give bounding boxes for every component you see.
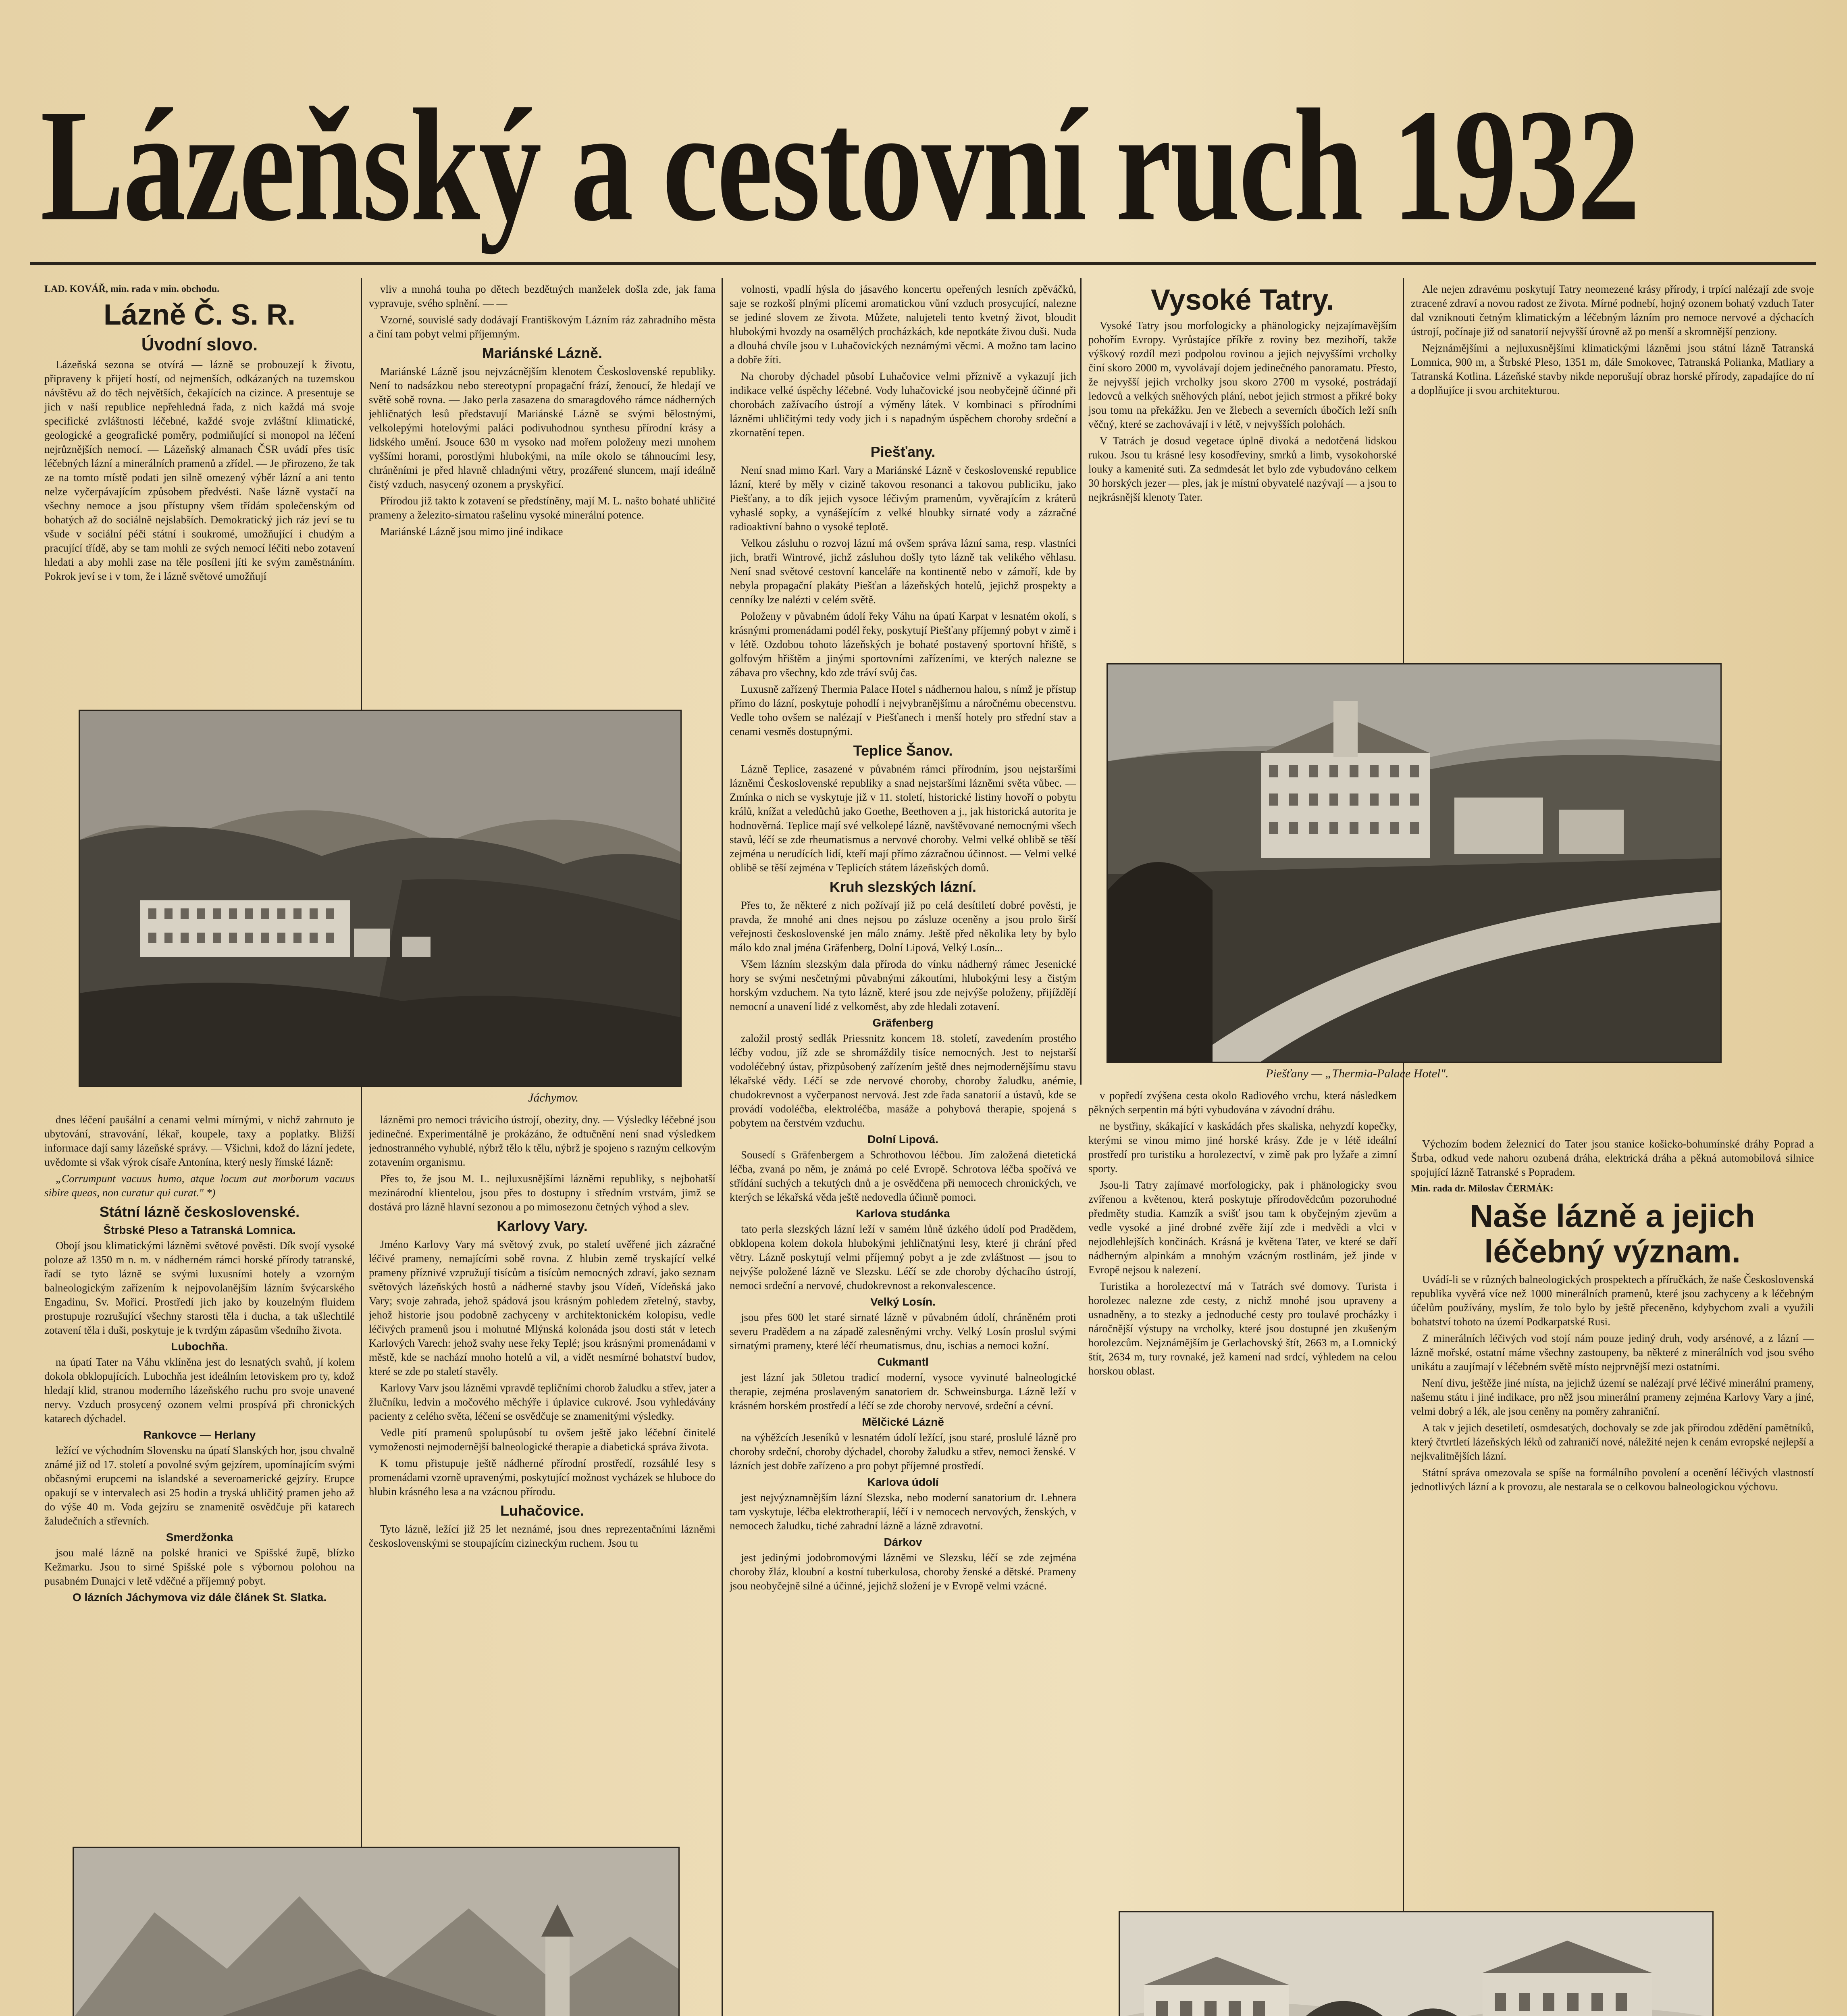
spa-town-photo bbox=[79, 710, 682, 1087]
paragraph: ležící ve východním Slovensku na úpatí Slanských hor, jsou chvalně známé již od 17. století a povolné svým gejzírem, upomínajícím svými občasnými erupcemi na islandské a severoamerické gejzíry. Erupce opakují se v intervalech asi 25 hodin a tryská uhličitý pramen jeho až do výše 40 m. Voda gejzíru se znamenitě osvědčuje při katarech žaludečních a střevních. bbox=[44, 1444, 355, 1527]
paragraph: Luxusně zařízený Thermia Palace Hotel s nádhernou halou, s nímž je přístup přímo do lázní, poskytuje pohodlí i nejvybranějšímu a náročnému obecenstvu. Vedle toho ovšem se nalézají v Piešťanech i menší hotely pro střední stav a cenami vesměs dostupnými. bbox=[730, 683, 1076, 737]
paragraph: Lázně Teplice, zasazené v půvabném rámci přírodním, jsou nejstaršími lázněmi Československé republiky a snad nejstaršími lázněmi světa vůbec. — Zmínka o nich se vyskytuje již v 11. století, historické listiny hovoří o pobytu králů, knížat a veledůchů jako Goethe, Beethoven a j., jak historická autorita je hodnověrná. Teplice mají své velkolepé lázně, navštěvované nemocnými všech stavů, léčí se zde rheumatismus a nervové choroby. Velmi velké oblibě se těší zejména u nerudících lidí, kteří mají přímo zázračnou účinnost. — Velmi velké oblibě se těší zejména v Teplicích státem lázeňských domů. bbox=[730, 763, 1076, 874]
section-heading: Rankovce — Herlany bbox=[143, 1429, 256, 1441]
article-byline: Min. rada dr. Miloslav ČERMÁK: bbox=[1411, 1183, 1554, 1194]
paragraph: tato perla slezských lázní leží v samém lůně úzkého údolí pod Pradědem, obklopena kolem dokola hlubokými jehličnatými lesy, které ji chrání před větry. Lázně poskytují velmi příjemný pobyt a je zde zvláštnost — jsou to nejvýše položené lázně ve Slezsku. Léčí se zde choroby dýchacího ústrojí, nemoci srdeční a nervové, chudokrevnost a rekonvalescence. bbox=[730, 1223, 1076, 1291]
column-5-top bbox=[1411, 282, 1814, 669]
paragraph: Přírodou již takto k zotavení se předstíněny, mají M. L. našto bohaté uhličité prameny a železito-sirnatou rašelinu vysoké minerální potence. bbox=[369, 495, 716, 521]
paragraph: Není divu, ještěže jiné místa, na jejichž území se nalézají prvé léčivé minerální prameny, našemu státu i jiné indikace, pro něž jsou minerální prameny zejména Karlovy Vary a jiné, velmi dobrý a lék, ale jsou ceněny na poměry zahraniční. bbox=[1411, 1377, 1814, 1417]
paragraph: Přes to, že jsou M. L. nejluxusnějšími lázněmi republiky, s nejbohatší mezinárodní klientelou, jsou přes to dostupny i středním vrstvám, jimž se dostává pro lázně hlavní sezonou a po mimosezonu četných výhod a slev. bbox=[369, 1173, 716, 1213]
paragraph: Ale nejen zdravému poskytují Tatry neomezené krásy přírody, i trpící nalézají zde svoje ztracené zdraví a novou radost ze života. Mírné podnebí, hojný ozonem bohatý vzduch Tater dal vzniknouti četným klimatickým a léčebným lázním pro nemoce nervové a dýchacích ústrojí, počínaje již od sanatorií nejvyšší úrovně až po menší a skromnější penziony. bbox=[1411, 283, 1814, 337]
column-divider bbox=[1403, 278, 1404, 2016]
section-heading: Lubochňa. bbox=[171, 1340, 228, 1353]
article-byline: LAD. KOVÁŘ, min. rada v min. obchodu. bbox=[44, 284, 220, 294]
column-4-top bbox=[1088, 282, 1397, 653]
column-divider bbox=[722, 278, 723, 2016]
column-4-middle bbox=[1088, 1089, 1397, 2016]
photo-caption: Jáchymov. bbox=[528, 1091, 579, 1104]
paragraph: Jméno Karlovy Vary má světový zvuk, po staletí uvěřené jich zázračné léčivé prameny, nemajícími sobě rovna. Z hlubin země tryskající velké prameny příznivé vzpružují tisícům a tisícům nemocných zdraví, jako seznam světových lázeňských hostů a nádherné stavby jsou Vídeň, Vídeňská jako Vary; svoje zahrada, jehož spádová jsou krásným pohledem zřetelný, stavby, jehož historie jsou podobně zachyceny v architektonickém kolopisu, vedle léčivých pramenů jsou i mohutné Mlýnská kolonáda jsou dosti stát v letech Karlových Varech: jehož svahy nese řeky Teplé; jsou krásnými promenádami v městě, kde se nachází mnoho hotelů a vil, a vidět nesmírné bohatství budov, které se zde po staletí stavěly. bbox=[369, 1238, 716, 1377]
section-heading: Luhačovice. bbox=[500, 1502, 584, 1519]
paragraph: ne bystřiny, skákající v kaskádách přes skaliska, nehyzdí kopečky, kterými se vinou mimo jiné horské krásy. Zde je v létě ideální prostředí pro turistiku a horolezectví, v zimě pak pro lyžaře a zimní sporty. bbox=[1088, 1120, 1397, 1175]
article-title: Vysoké Tatry. bbox=[1151, 284, 1334, 316]
masthead-title: Lázeňský a cestovní ruch 1932 bbox=[40, 76, 1639, 254]
section-heading: Státní lázně československé. bbox=[99, 1204, 300, 1220]
paragraph: Turistika a horolezectví má v Tatrách své domovy. Turista i horolezec nalezne zde cesty, z nichž mnohé jsou upraveny a usnadněny, a to stezky a jednoduché cesty pro toulavé procházky i náročnější výstupy na vrcholky, které jsou dostupné jen zkušeným horolezcům. Nejznámějším je Gerlachovský štít, 2663 m, a Lomnický štít, 2634 m, tury rovnaké, jež kamení nad srdcí, výhledem na celou horskou oblast. bbox=[1088, 1280, 1397, 1377]
article-title: Lázně Č. S. R. bbox=[103, 299, 296, 331]
paragraph: Na choroby dýchadel působí Luhačovice velmi příznivě a vykazují jich indikace velké úspěchy léčebné. Vody luhačovické jsou neobyčejně účinné při chorobách zažívacího ústrojí a výměny látek. V kombinaci s přírodními lázněmi uhličitými tedy vody jich i s napadným úspěchem choroby srdeční a zkornatění tepen. bbox=[730, 370, 1076, 439]
paragraph: A tak v jejich desetiletí, osmdesatých, dochovaly se zde jak přírodou zdědění pamětníků, který čtvrtletí lázeňských léků od zahraničí nové, náležité nejen k cenám evropské nejlepší a nejkvalitnějších lázní. bbox=[1411, 1422, 1814, 1462]
column-5-middle bbox=[1411, 1137, 1814, 2016]
paragraph: Uvádí-li se v různých balneologických prospektech a příručkách, že naše Československá republika vyvěrá více než 1000 minerálních pramenů, které jsou zachyceny a k léčebným účelům používány, myslím, že tolo bylo by ještě přeceněno, kdybychom zvali a využili bohatství tohoto na území Podkarpatské Rusi. bbox=[1411, 1273, 1814, 1328]
spa-building-photo bbox=[1119, 1911, 1714, 2016]
paragraph: Velkou zásluhu o rozvoj lázní má ovšem správa lázní sama, resp. vlastníci jich, bratři Wintrové, jichž zásluhou došly tyto lázně tak velikého věhlasu. Není snad světové cestovní kanceláře na kontinentě nebo v zámoří, kde by nebyla propagační plakáty Piešťan a lázeňských hotelů, jejichž prospekty a cenníky lze nalézti v celém světě. bbox=[730, 537, 1076, 606]
paragraph: Karlovy Varv jsou lázněmi vpravdě tepličními chorob žaludku a střev, jater a žlučníku, ledvin a močového měchýře i úplavice cukrové. Jsou vyhledávány pacienty z celého světa, léčení se osvědčuje se znamenitými výsledky. bbox=[369, 1382, 716, 1422]
column-divider bbox=[361, 278, 362, 2016]
column-divider bbox=[1080, 278, 1082, 1085]
column-3 bbox=[730, 282, 1076, 2016]
paragraph: lázněmi pro nemoci trávicího ústrojí, obezity, dny. — Výsledky léčebné jsou jedinečné. Experimentálně je prokázáno, že odtučnění není snad výsledkem jednostranného vyhublé, nýbrž tělo k tělu, nýbrž je spojeno s razným celkovým zotavením organismu. bbox=[369, 1114, 716, 1168]
column-1-top bbox=[44, 282, 355, 702]
palace-hotel-photo bbox=[1107, 663, 1722, 1063]
paragraph: Přes to, že některé z nich požívají již po celá desítiletí dobré pověsti, je pravda, že mnohé ani dnes nejsou po zásluze oceněny a jsou prolo širší veřejnosti československé jen málo známy. Ještě před několika lety by bylo málo kdo znal jména Gräfenberg, Dolní Lipová, Velký Losín... bbox=[730, 899, 1076, 954]
paragraph: Vedle pití pramenů spolupůsobí tu ovšem ještě jako léčební činitelé vymoženosti nejmodernější balneologické therapie a diabetická správa života. bbox=[369, 1427, 716, 1453]
paragraph: Není snad mimo Karl. Vary a Mariánské Lázně v československé republice lázní, které by měly v cizině takovou resonanci a takovou publiciku, jako Piešťany, a to dík jejich vysoce léčivým pramenům, vyvěrajícím z kráterů vyhaslé sopky, a vynášejícím z velké hloubky sirnaté vody a zázračné radioaktivní bahno o vysoké teplotě. bbox=[730, 464, 1076, 533]
paragraph: Jsou-li Tatry zajímavé morfologicky, pak i phänologicky svou zvířenou a květenou, která poskytuje přírodovědcům pozoruhodné předměty studia. Kamzík a svišť jsou tam k obyčejným zjevům a vedle vysoké a jiné drobné zvěře žijí zde i medvědi a vlci v nejodlehlejších končinách. Krásná je květena Tater, ve které se daří nádherným alpinkám a mnohým vzácným rostlinám, jež jinde v Evropě nejsou k nalezení. bbox=[1088, 1179, 1397, 1276]
section-subheading: Štrbské Pleso a Tatranská Lomnica. bbox=[103, 1224, 296, 1236]
paragraph: Mariánské Lázně jsou nejvzácnějším klenotem Československé republiky. Není to nadsázkou nebo stereotypní propagační frází, ženoucí, že hledají ve světě sobě rovna. — Jako perla zasazena do smaragdového rámce nádherných jehličnatých lesů představují Mariánské Lázně se svými bělostnými, velkolepými hotelovými paláci podivuhodnou synthesu přírodní krásy a lidského umění. Jsouce 630 m vysoko nad mořem položeny mezi mnohem vyššími horami, porostlými hlubokými, na míle okolo se táhnoucími lesy, chráněními je před hlavně chladnými větry, prozářené sluncem, mají ideálně čistý vzduch, nasycený ozonem a pryskyřicí. bbox=[369, 365, 716, 490]
column-2-top bbox=[369, 282, 716, 702]
paragraph: jest nejvýznamnějším lázní Slezska, nebo moderní sanatorium dr. Lehnera tam vyskytuje, léčba elektrotherapií, léčí i v nemocech nervových, ženských, v nemocech žaludku, tiché zahradní lázně a lázně zdravotní. bbox=[730, 1491, 1076, 1532]
paragraph: K tomu přistupuje ještě nádherné přírodní prostředí, rozsáhlé lesy s promenádami vzorně upravenými, poskytující možnost vycházek se hluboce do hlubin krásného lesa a na vzácnou přírodu. bbox=[369, 1457, 716, 1497]
section-heading: Karlovy Vary. bbox=[497, 1218, 588, 1234]
paragraph: vliv a mnohá touha po dětech bezdětných manželek došla zde, jak fama vypravuje, svého splnění. — — bbox=[369, 283, 716, 309]
paragraph: založil prostý sedlák Priessnitz koncem 18. století, zavedením prostého léčby vodou, jíž zde se shromáždily tisíce nemocných. Jest to nejstarší vodoléčebný ústav, přizpůsobený zařízením ještě dnes nejmodernějšímu stavu lékařské vědy. Léčí se zde nervové choroby, choroby žaludku, anémie, chudokrevnost a vyčerpanost nervová. Jest zde řada sanatorií a ústavů, kde se provádí vodoléčba, elektroléčba, masáže a pohybová therapie, spojená s pobytem na čerstvém vzduchu. bbox=[730, 1032, 1076, 1129]
masthead-rule bbox=[30, 262, 1816, 265]
paragraph: Všem lázním slezským dala příroda do vínku nádherný rámec Jesenické hory se svými nesčetnými půvabnými zákoutími, hlubokými lesy a čistým horským vzduchem. Na tyto lázně, které jsou zde nejvýše položeny, přijíždějí nemocní a unavení lidé z velkoměst, aby zde hledali zotavení. bbox=[730, 958, 1076, 1012]
paragraph: Obojí jsou klimatickými lázněmi světové pověsti. Dík svojí vysoké poloze až 1350 m n. m. v nádherném rámci horské přírody tatranské, řadí se tyto lázně se svými luxusními hotely a vzorným balneologickým zařízením k nejpovolanějším lázním švýcarského Engadinu, Sv. Mořicí. Prostředí jich jako by kouzelným fluidem prostupuje rozrušující všechny starosti těla i ducha, a tak ušlechtilé zotavení těla i duši, poskytuje je k tvrdým zápasům všedního života. bbox=[44, 1239, 355, 1336]
paragraph: Tyto lázně, ležící již 25 let neznámé, jsou dnes reprezentačními lázněmi československými se stoupajícím cizineckým ruchem. Jsou tu bbox=[369, 1523, 716, 1549]
paragraph: Nejznámějšími a nejluxusnějšími klimatickými lázněmi jsou státní lázně Tatranská Lomnica, 900 m, a Štrbské Pleso, 1351 m, dále Smokovec, Tatranská Polianka, Matliary a Tatranská Kotlina. Lázeňské stavby nikde neporušují obraz horské přírody, zapadajíce do ní a doplňujíce ji svou architekturou. bbox=[1411, 342, 1814, 396]
paragraph: Vzorné, souvislé sady dodávají Františkovým Lázním ráz zahradního města a činí tam pobyt velmi příjemným. bbox=[369, 314, 716, 340]
section-heading: Karlova údolí bbox=[867, 1476, 939, 1488]
paragraph: Státní správa omezovala se spíše na formálního povolení a ocenění léčivých vlastností jednotlivých lázní a k provozu, ale nestarala se o celkovou balneologickou výchovu. bbox=[1411, 1466, 1814, 1493]
article-subtitle: Úvodní slovo. bbox=[141, 335, 258, 354]
paragraph: dnes léčení paušální a cenami velmi mírnými, v nichž zahrnuto je ubytování, stravování, lékař, koupele, taxy a poplatky. Bližší informace dají samy lázeňské správy. — Všichni, kdož do lázní jedete, uvědomte si však výrok císaře Antonína, který nesly římské lázně: bbox=[44, 1114, 355, 1168]
paragraph: volnosti, vpadlí hýsla do jásavého koncertu opeřených lesních zpěváčků, saje se rozkoší plnými plícemi aromatickou vůní vzduch prosycující, nalezne se jediné slovem ze života. Můžete, nalujeteli tento kvetný život, bloudit hlubokými hvozdy na osamělých procházkách, kde nepotkáte živou duši. Nuda a dlouhá chvíle jsou v Luhačovických neznámými věcmi. A možno tam lacino a dobře žíti. bbox=[730, 283, 1076, 366]
paragraph: v popředí zvýšena cesta okolo Radiového vrchu, která následkem pěkných serpentin má býti vybudována v závodní dráhu. bbox=[1088, 1089, 1397, 1116]
section-heading: Dolní Lipová. bbox=[867, 1133, 938, 1145]
paragraph: Sousedí s Gräfenbergem a Schrothovou léčbou. Jím založená dietetická léčba, zvaná po něm, je známá po celé Evropě. Schrotova léčba spočívá ve střídání suchých a tekutých dnů a je osvědčena při nemocech chronických, ve kterých se lékařská věda ještě nedovedla účinně pomoci. bbox=[730, 1149, 1076, 1203]
section-heading: Mělčické Lázně bbox=[862, 1416, 944, 1428]
photo-caption: Piešťany — „Thermia-Palace Hotel". bbox=[1266, 1067, 1449, 1080]
section-heading: Cukmantl bbox=[877, 1356, 929, 1368]
paragraph: jest lázní jak 50letou tradicí moderní, vysoce vyvinuté balneologické therapie, zejména proslaveným sanatoriem dr. Schweinsburga. Lázně leží v krásném horském prostředí a léčí se zde choroby nervové, srdeční a cévní. bbox=[730, 1371, 1076, 1412]
paragraph: Z minerálních léčivých vod stojí nám pouze jediný druh, vody arsénové, a z lázní — lázně mořské, ostatní máme všechny zastoupeny, ba některé z minerálních vod jsou svého unikátu a zaujímají v léčebném světě místo nejprvnější mezi ostatními. bbox=[1411, 1332, 1814, 1372]
section-heading: Gräfenberg bbox=[872, 1016, 934, 1029]
paragraph: Položeny v půvabném údolí řeky Váhu na úpatí Karpat v lesnatém okolí, s krásnými promenádami podél řeky, poskytují Piešťany příjemný pobyt v zimě i v létě. Ozdobou tohoto lázeňských je bohaté postavený sportovní hřiště, s golfovým hřištěm a jinými sportovními zařízeními, ve kterých nalezne se zábava pro všechny, kdo zde tráví svůj čas. bbox=[730, 610, 1076, 679]
section-heading: Velký Losín. bbox=[870, 1295, 936, 1308]
section-heading: Dárkov bbox=[884, 1536, 922, 1548]
section-heading: Kruh slezských lázní. bbox=[829, 879, 977, 895]
paragraph: Výchozím bodem železnicí do Tater jsou stanice košicko-bohumínské dráhy Poprad a Štrba, odkud vede nahoru ozubená dráha, elektrická dráha a pěkná automobilová silnice spojující lázně Tatranské s Popradem. bbox=[1411, 1138, 1814, 1178]
paragraph: jsou přes 600 let staré sirnaté lázně v půvabném údolí, chráněném proti severu Pradědem a na západě zalesněnými vrchy. Velký Losín proslul svými sirnatými prameny, které léčí rheumatismus, dnu, ischias a nemoci kožní. bbox=[730, 1311, 1076, 1352]
paragraph: Vysoké Tatry jsou morfologicky a phänologicky nejzajímavějším pohořím Evropy. Vyrůstajíce příkře z roviny bez mezihoří, takže výškový rozdíl mezi podpolou rovinou a jejich nejvyššími vrcholky činí skoro 2000 m, vyvolávají dojem jedinečného panoramatu. Přesto, že nejvyšší jejich vrcholky jsou skoro 2700 m vysoké, postrádají ledovců a velkých sněhových plání, nebot jejich strmost a příkré boky jsou tomu na překážku. Jen ve žlebech a severních úbočích leží sníh věčný, které se zachovávají i v létě, v nejvyšších polohách. bbox=[1088, 319, 1397, 430]
paragraph: na úpatí Tater na Váhu vklíněna jest do lesnatých svahů, jí kolem dokola obklopujících. Lubochňa jest ideálním letoviskem pro ty, kdož hledají klid, stranou moderního lázeňského ruchu pro svoje unavené nervy. Vzduch prosycený ozonem velmi prospívá při chronických katarech dýchadel. bbox=[44, 1356, 355, 1425]
paragraph: Lázeňská sezona se otvírá — lázně se probouzejí k životu, připraveny k přijetí hostí, od nejmenších, odkázaných na tuzemskou návštěvu až do těch největších, čekajících na cizince. A presentuje se jich v naší republice nepřehledná řada, z nich každá má svoje specifické zvláštnosti léčebné, každé svoje zvláštní klimatické, geologické a geografické poměry, podmiňující si monopol na léčení nejrůznějších nemocí. — Lázeňský almanach ČSR uvádí přes tisíc léčebných lázní a minerálních pramenů a zřídel. — Je přirozeno, že tak ze na tomto místě podati jen silně omezený výběr lázní a ani tento nelze vyčerpávajícím způsobem předvésti. Naše lázně vystačí na všechny nemoce a jsou přístupny všem třídám společenským od bohatých až do sociálně nejslabších. Demokratický jich ráz jeví se tu všude v sociální péči státní i soukromé, umožňující i chudým a pracující třídě, aby se tam mohli ze svých nemocí léčiti nebo zotavení hledati a aby mohli zase na těle posíleni jíti ke svým zaměstnáním. Pokrok jeví se i v tom, že i lázně světové umožňují bbox=[44, 358, 355, 582]
paragraph: Mariánské Lázně jsou mimo jiné indikace bbox=[380, 525, 563, 537]
quote: „Corrumpunt vacuus humo, atque locum aut morborum vacuus sibire queas, non curatur qui curat." *) bbox=[44, 1173, 355, 1199]
cross-reference: O lázních Jáchymova viz dále článek St. Slatka. bbox=[72, 1591, 327, 1604]
section-heading: Smerdžonka bbox=[166, 1531, 233, 1543]
paragraph: jsou malé lázně na polské hranici ve Spišské župě, blízko Kežmarku. Jsou to sirné Spišské pole s výbornou polohou na pusabném Dunajci v letě vděčné a příjemný pobyt. bbox=[44, 1547, 355, 1587]
paragraph: V Tatrách je dosud vegetace úplně divoká a nedotčená lidskou rukou. Jsou tu krásné lesy kosodřeviny, smrků a limb, vysokohorské louky a kamenité suti. Za sedmdesát let bylo zde vybudováno celkem 30 horských jezer — ples, jak je místní obyvatelé nazývají — a jsou to nejkrásnější klenoty Tater. bbox=[1088, 435, 1397, 503]
paragraph: na výběžcích Jeseníků v lesnatém údolí ležící, jsou staré, proslulé lázně pro choroby srdeční, choroby dýchadel, choroby žaludku a střev, nemoci ženské. V lázních jest dobře zařízeno a pro pobyt příjemné prostředí. bbox=[730, 1431, 1076, 1472]
paragraph: jest jedinými jodobromovými lázněmi ve Slezsku, léčí se zde zejména choroby žláz, kloubní a kostní tuberkulosa, choroby ženské a dětské. Prameny jsou neobyčejně silné a účinné, jejichž složení je v Evropě velmi vzácné. bbox=[730, 1552, 1076, 1592]
mountain-hotel-photo bbox=[73, 1847, 680, 2016]
article-title: Naše lázně a jejich léčebný význam. bbox=[1470, 1198, 1755, 1269]
section-heading: Piešťany. bbox=[870, 444, 936, 460]
section-heading: Karlova studánka bbox=[856, 1207, 950, 1220]
section-heading: Mariánské Lázně. bbox=[482, 345, 603, 361]
section-heading: Teplice Šanov. bbox=[853, 742, 953, 759]
